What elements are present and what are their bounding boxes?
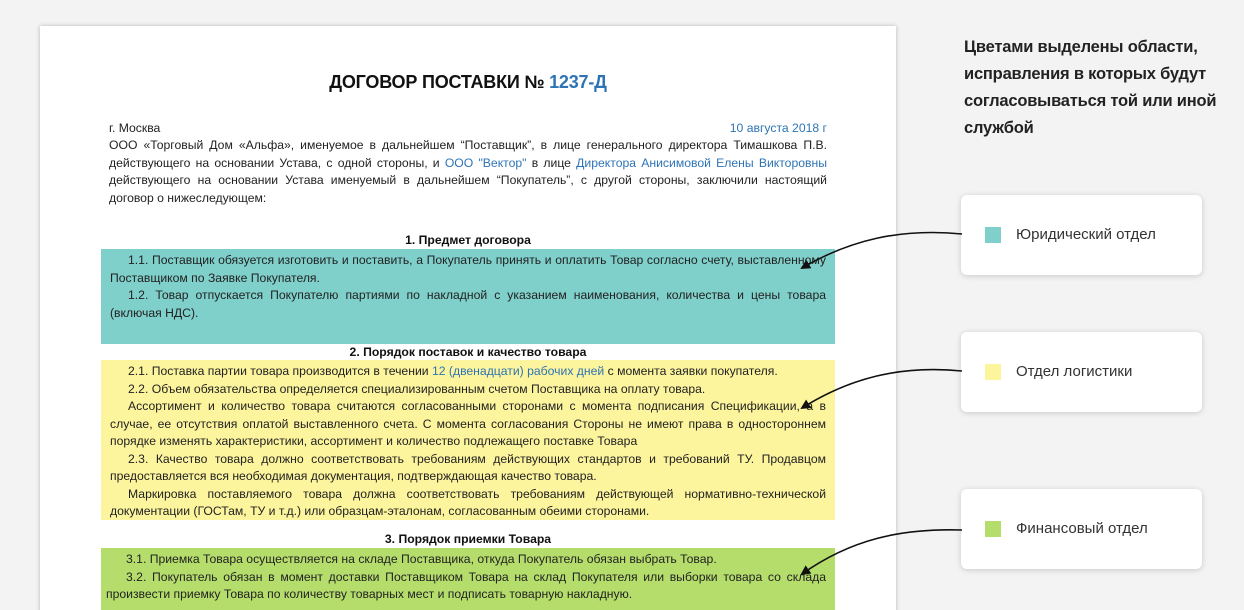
side-caption: Цветами выделены области, исправления в которых будут согласовываться той или иной службой <box>964 38 1217 137</box>
clause-1-2: 1.2. Товар отпускается Покупателю партиями по накладной с указанием наименования, количества и цены товара (включая НДС). <box>110 288 826 320</box>
clause-3-2: 3.2. Покупатель обязан в момент доставки Поставщиком Товара на склад Покупателя или выборки товара со склада произвести приемку Товара по количеству товарных мест и подписать товарную накладную. <box>106 569 826 601</box>
document-title <box>40 72 896 93</box>
contract-city: г. Москва <box>109 121 161 135</box>
legend-label-legal: Юридический отдел <box>1016 226 1156 243</box>
finance-swatch-icon <box>985 521 1001 537</box>
intro-part3: действующего на основании Устава именуемый в дальнейшем “Покупатель”, с другой стороны, заключили настоящий договор о нижеследующем: <box>109 173 827 205</box>
clause-assortment: Ассортимент и количество товара считаются согласованными сторонами с момента подписания Спецификации, а в случае, ее отсутствия оплатой выставленного счета. С момента согласования Стороны не имеют права в одностороннем порядке изменять характеристики, ассортимент и количество подлежащего поставке Товара <box>110 399 826 448</box>
document-page <box>40 26 896 610</box>
legal-highlight-region <box>101 249 835 344</box>
finance-highlight-region <box>101 548 835 610</box>
intro-part1: ООО «Торговый Дом «Альфа», именуемое в дальнейшем “Поставщик”, в лице генерального директора Тимашкова П.В. действующего на основании Устава, с одной стороны, и <box>109 138 827 170</box>
title-prefix: ДОГОВОР ПОСТАВКИ № <box>329 72 545 92</box>
section1-heading: 1. Предмет договора <box>405 233 531 247</box>
buyer-name: ООО "Вектор" <box>444 155 527 170</box>
legend-label-logistics: Отдел логистики <box>1016 363 1133 380</box>
clause-1-1: 1.1. Поставщик обязуется изготовить и поставить, а Покупатель принять и оплатить Товар согласно счету, выставленному Поставщиком по Заявке Покупателя. <box>110 253 826 285</box>
clause-2-2: 2.2. Объем обязательства определяется специализированным счетом Поставщика на оплату товара. <box>128 381 706 396</box>
legend-card-legal <box>961 195 1202 275</box>
contract-date: 10 августа 2018 г <box>729 121 827 135</box>
logistics-highlight-region <box>101 360 835 520</box>
clause-3-1: 3.1. Приемка Товара осуществляется на складе Поставщика, откуда Покупатель обязан выбрать Товар. <box>126 552 717 566</box>
legend-card-logistics <box>961 332 1202 412</box>
clause-2-1-tail: с момента заявки покупателя. <box>604 364 778 378</box>
legal-swatch-icon <box>985 227 1001 243</box>
contract-number: 1237-Д <box>549 72 607 92</box>
intro-part2: в лице <box>526 155 577 170</box>
buyer-representative: Директора Анисимовой Елены Викторовны <box>576 155 827 170</box>
section2-heading: 2. Порядок поставок и качество товара <box>349 345 587 359</box>
clause-2-1-text: 2.1. Поставка партии товара производится в течении <box>128 364 432 378</box>
clause-2-3: 2.3. Качество товара должно соответствовать требованиям действующих стандартов и требований ТУ. Продавцом предоставляется вся необходимая документация, подтверждающая качество товара. <box>110 451 826 483</box>
legend-label-finance: Финансовый отдел <box>1016 520 1148 537</box>
clause-2-1 <box>110 363 826 381</box>
section3-heading: 3. Порядок приемки Товара <box>384 532 552 546</box>
contract-intro <box>109 137 827 207</box>
logistics-swatch-icon <box>985 364 1001 380</box>
legend-card-finance <box>961 489 1202 569</box>
delivery-term: 12 (двенадцати) рабочих дней <box>431 364 605 378</box>
clause-marking: Маркировка поставляемого товара должна соответствовать требованиям действующей нормативно-технической документации (ГОСТам, ТУ и т.д.) или образцам-эталонам, согласованным обеими сторонами. <box>110 486 826 518</box>
